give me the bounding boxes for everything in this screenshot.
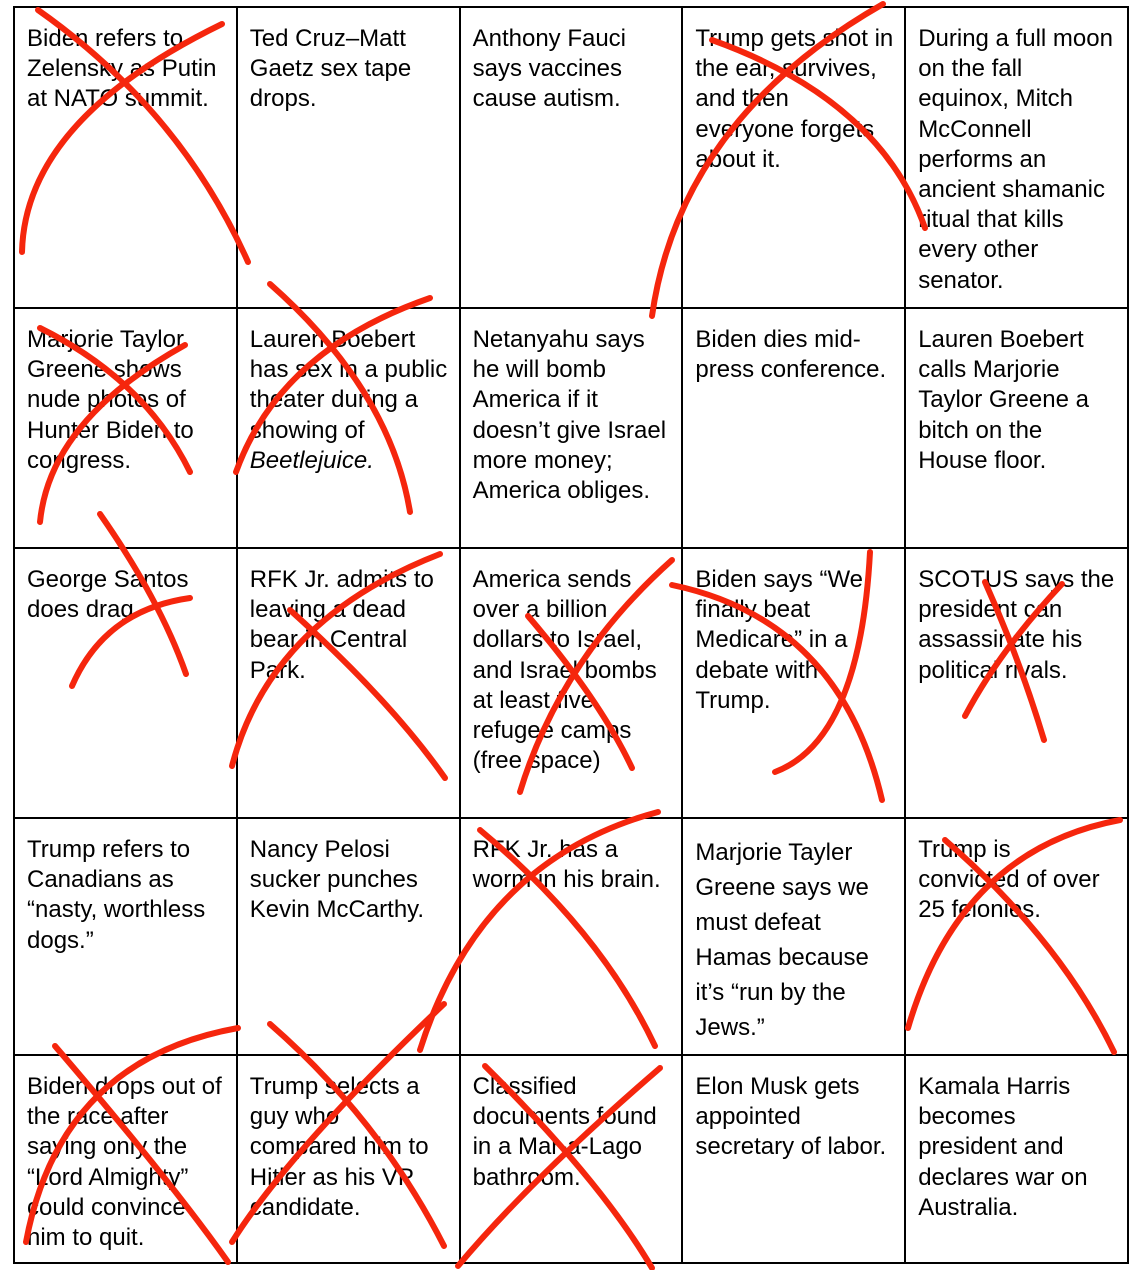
bingo-cell bbox=[14, 1055, 237, 1263]
cell-text: Trump refers to Canadians as “nasty, worthless dogs.” bbox=[27, 836, 206, 954]
board-row bbox=[14, 7, 1128, 308]
cell-text: Trump gets shot in the ear, survives, and then everyone forgets about it. bbox=[695, 25, 894, 173]
cell-text: RFK Jr. admits to leaving a dead bear in Central Park. bbox=[249, 566, 434, 684]
board-row bbox=[14, 1055, 1128, 1263]
cell-text: Netanyahu says he will bomb America if it doesn’t give Israel more money; America obliges. bbox=[472, 326, 667, 505]
bingo-cell bbox=[682, 7, 905, 308]
bingo-cell bbox=[460, 308, 683, 548]
bingo-board bbox=[13, 6, 1129, 1264]
bingo-cell bbox=[905, 308, 1128, 548]
free-space-label: (free space) bbox=[472, 747, 601, 775]
free-space-cell bbox=[460, 548, 683, 818]
cell-text: Classified documents found in a Mar-a-Lago bathroom. bbox=[472, 1073, 657, 1191]
cell-text: Nancy Pelosi sucker punches Kevin McCarthy. bbox=[249, 836, 425, 924]
bingo-cell bbox=[682, 1055, 905, 1263]
bingo-cell bbox=[237, 7, 460, 308]
cell-text: George Santos does drag. bbox=[27, 566, 189, 624]
cell-text: Marjorie Taylor Greene shows nude photos of Hunter Biden to congress. bbox=[27, 326, 194, 474]
cell-text: RFK Jr. has a worm in his brain. bbox=[472, 836, 661, 894]
cell-text: Kamala Harris becomes president and declares war on Australia. bbox=[918, 1073, 1088, 1221]
cell-text: Biden says “We finally beat Medicare” in a debate with Trump. bbox=[695, 566, 864, 714]
bingo-cell bbox=[14, 7, 237, 308]
cell-text: Biden drops out of the race after saying only the “Lord Almighty” could convince him to quit. bbox=[27, 1073, 222, 1252]
cell-text: Trump selects a guy who compared him to Hitler as his VP candidate. bbox=[249, 1073, 429, 1221]
bingo-cell bbox=[14, 818, 237, 1055]
bingo-cell bbox=[14, 548, 237, 818]
bingo-cell bbox=[905, 548, 1128, 818]
bingo-cell bbox=[905, 1055, 1128, 1263]
bingo-cell bbox=[682, 548, 905, 818]
cell-text: Elon Musk gets appointed secretary of labor. bbox=[695, 1073, 887, 1161]
board-row bbox=[14, 548, 1128, 818]
cell-text: Marjorie Tayler Greene says we must defeat Hamas because it’s “run by the Jews.” bbox=[695, 839, 869, 1041]
movie-title: Beetlejuice. bbox=[249, 446, 374, 474]
bingo-cell bbox=[905, 818, 1128, 1055]
bingo-cell bbox=[237, 308, 460, 548]
bingo-cell bbox=[14, 308, 237, 548]
cell-text: Lauren Boebert has sex in a public theater during a showing of bbox=[249, 326, 448, 444]
bingo-cell bbox=[905, 7, 1128, 308]
bingo-cell bbox=[682, 818, 905, 1055]
bingo-cell bbox=[237, 1055, 460, 1263]
cell-text: During a full moon on the fall equinox, Mitch McConnell performs an ancient shamanic ritual that kills every other senator. bbox=[918, 25, 1113, 294]
bingo-cell bbox=[237, 818, 460, 1055]
cell-text: Biden refers to Zelensky as Putin at NATO summit. bbox=[27, 25, 217, 113]
cell-text: Biden dies mid-press conference. bbox=[695, 326, 887, 384]
bingo-cell bbox=[682, 308, 905, 548]
cell-text: Trump is convicted of over 25 felonies. bbox=[918, 836, 1100, 924]
cell-text: Ted Cruz–Matt Gaetz sex tape drops. bbox=[249, 25, 412, 113]
bingo-cell bbox=[460, 7, 683, 308]
bingo-cell bbox=[237, 548, 460, 818]
cell-text: America sends over a billion dollars to Israel, and Israel bombs at least five refugee camps bbox=[472, 566, 657, 745]
cell-text: Lauren Boebert calls Marjorie Taylor Greene a bitch on the House floor. bbox=[918, 326, 1089, 474]
cell-text: SCOTUS says the president can assassinate his political rivals. bbox=[918, 566, 1115, 684]
board-row bbox=[14, 308, 1128, 548]
cell-text: Anthony Fauci says vaccines cause autism. bbox=[472, 25, 627, 113]
bingo-cell bbox=[460, 818, 683, 1055]
bingo-cell bbox=[460, 1055, 683, 1263]
board-row bbox=[14, 818, 1128, 1055]
